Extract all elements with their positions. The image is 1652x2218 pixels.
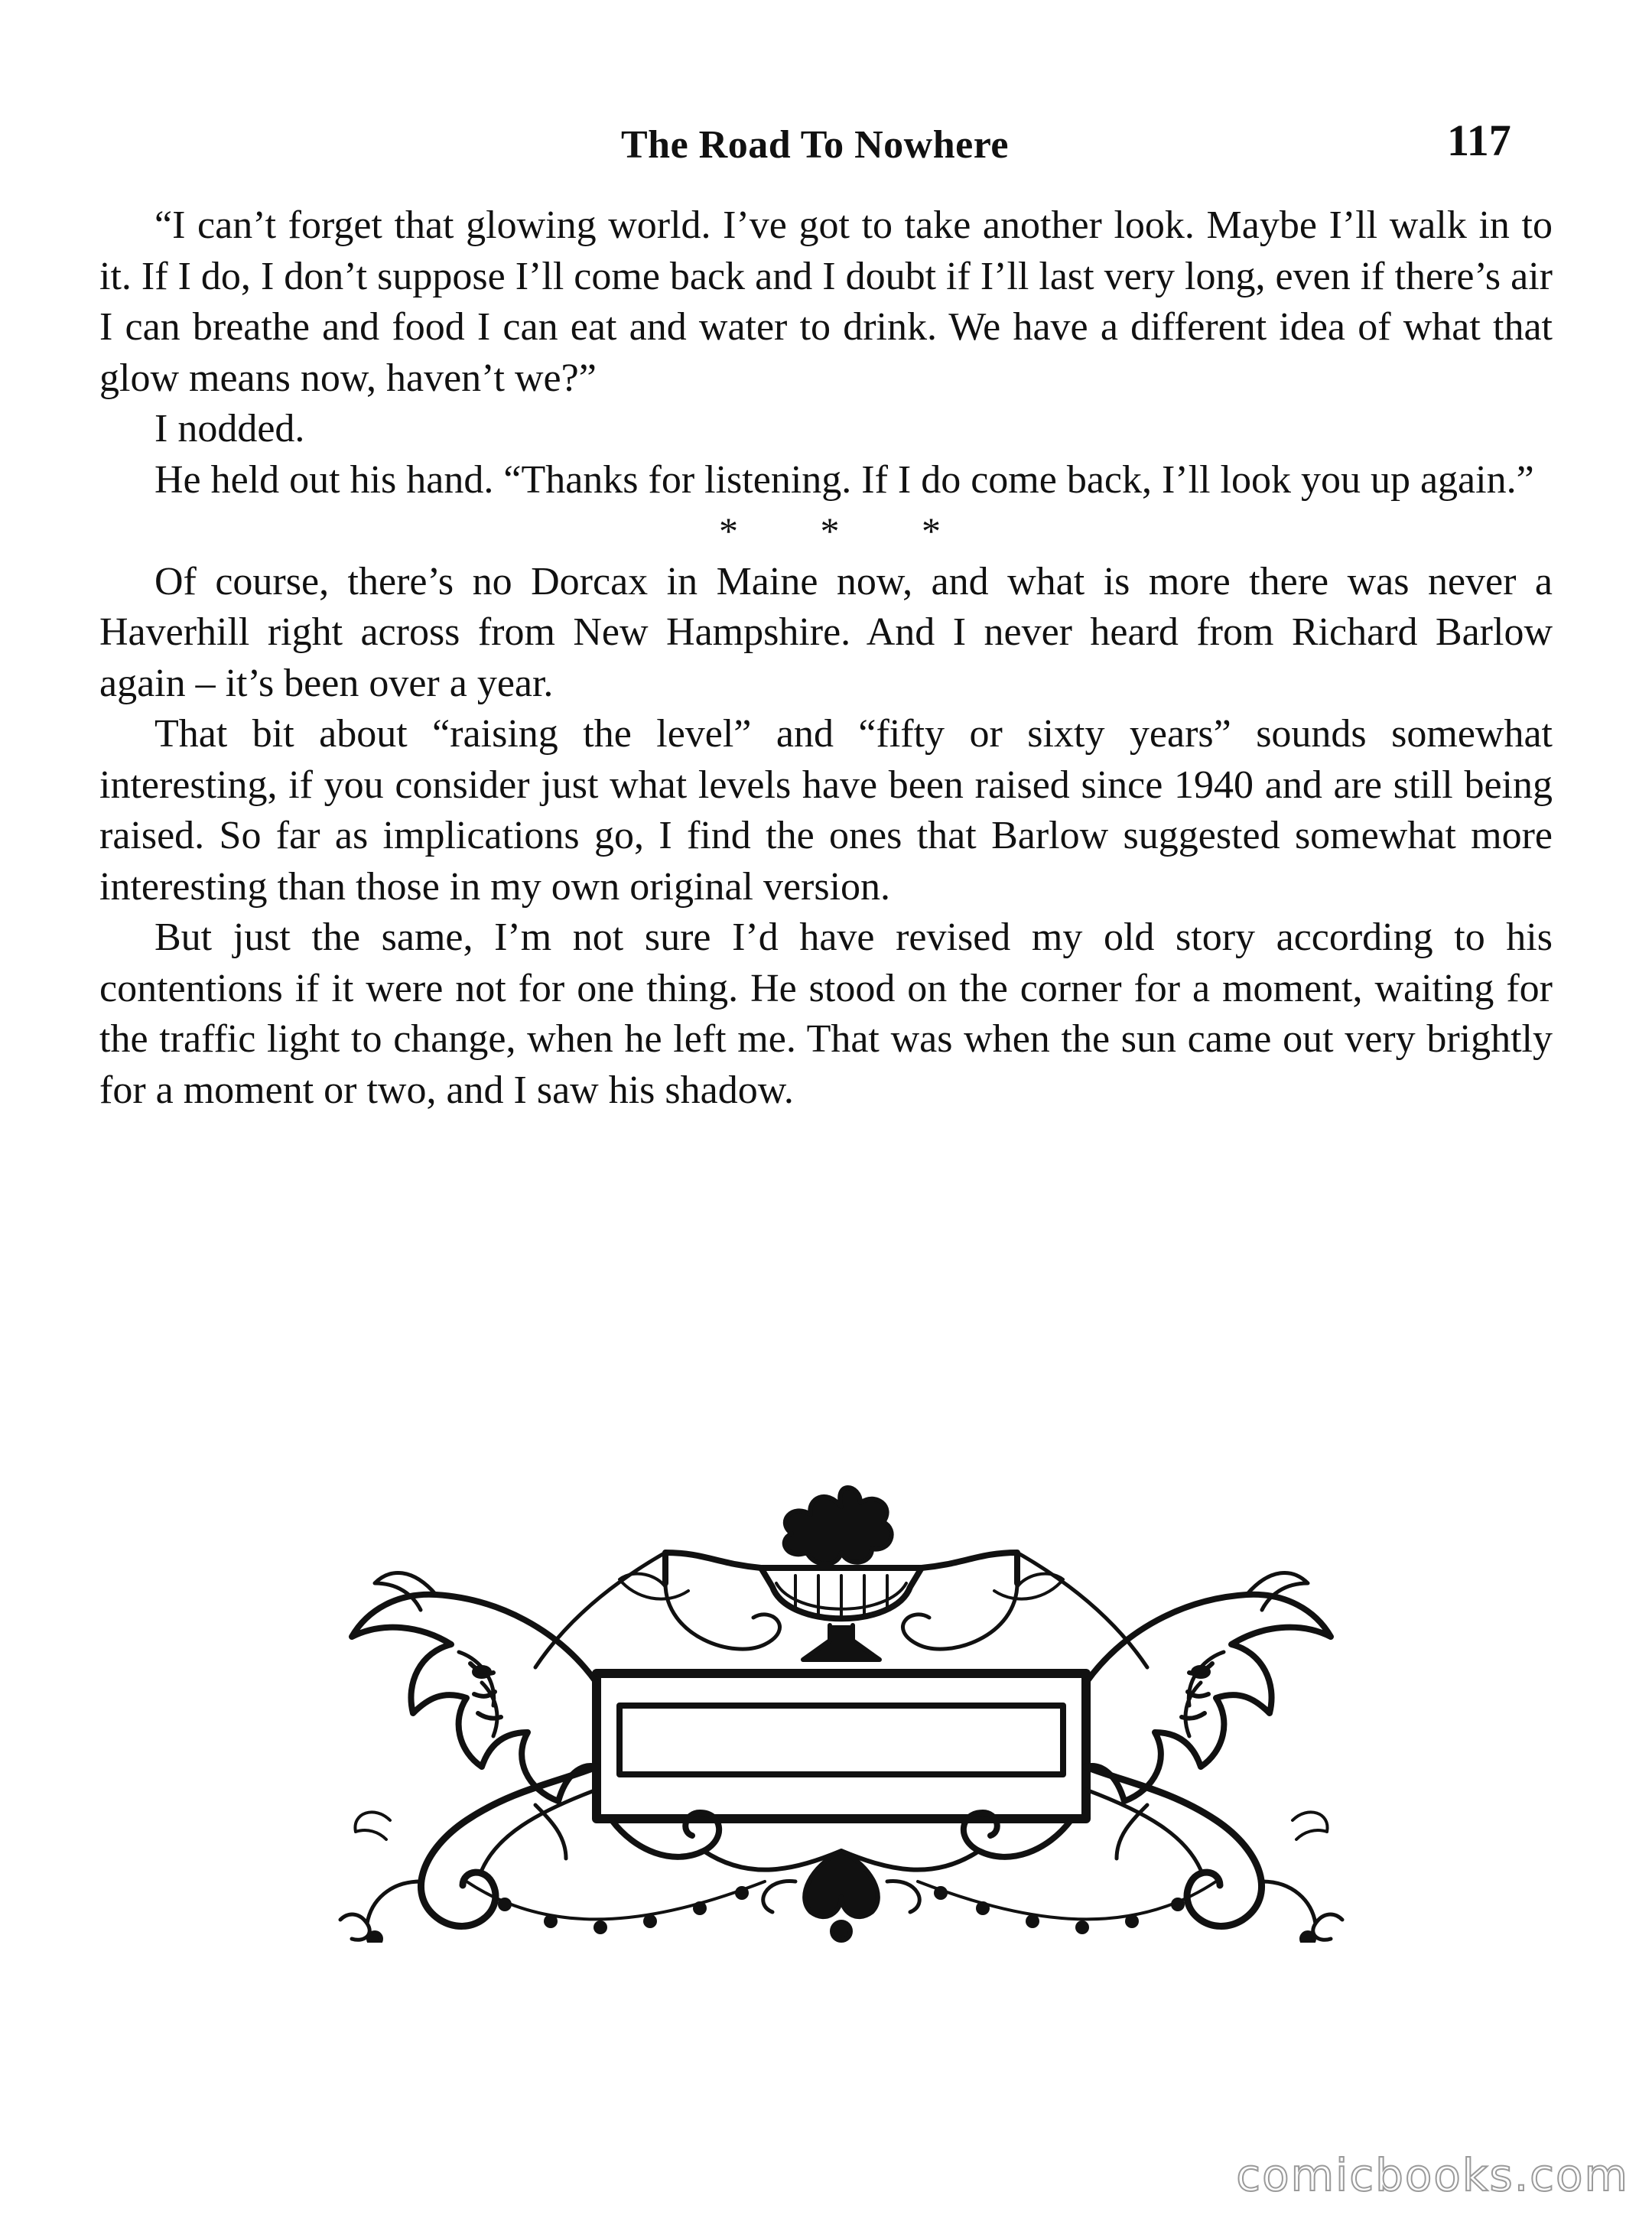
section-break: * * * (719, 509, 941, 552)
paragraph: “I can’t forget that glowing world. I’ve got to take another look. Maybe I’ll walk in to it. If I do, I don’t suppose I’ll come back and I doubt if I’ll last very long, even if there’s air I can breathe and food I can eat and water to drink. We have a different idea of what that glow means now, haven’t we?” (99, 203, 1553, 400)
paragraph: I nodded. (154, 407, 305, 450)
paragraph: But just the same, I’m not sure I’d have revised my old story according to his contentions if it were not for one thing. He stood on the corner for a moment, waiting for the traffic light to change, when he left me. That was when the sun came out very brightly for a moment or two, and I saw his shadow. (99, 915, 1553, 1112)
page-number: 117 (1447, 115, 1511, 165)
running-title: The Road To Nowhere (621, 123, 1009, 167)
paragraph: He held out his hand. “Thanks for listening. If I do come back, I’ll look you up again.” (154, 457, 1534, 502)
watermark: comicbooks.com (1236, 2149, 1629, 2201)
ornamental-tailpiece-icon (306, 1453, 1377, 1943)
paragraph: That bit about “raising the level” and “fifty or sixty years” sounds somewhat interesting, if you consider just what levels have been raised since 1940 and are still being raised. So far as implications go, I find the ones that Barlow suggested somewhat more interesting than those in my own original version. (99, 712, 1553, 909)
paragraph: Of course, there’s no Dorcax in Maine now, and what is more there was never a Haverhill right across from New Hampshire. And I never heard from Richard Barlow again – it’s been over a year. (99, 559, 1553, 705)
body-text (99, 200, 1553, 1116)
